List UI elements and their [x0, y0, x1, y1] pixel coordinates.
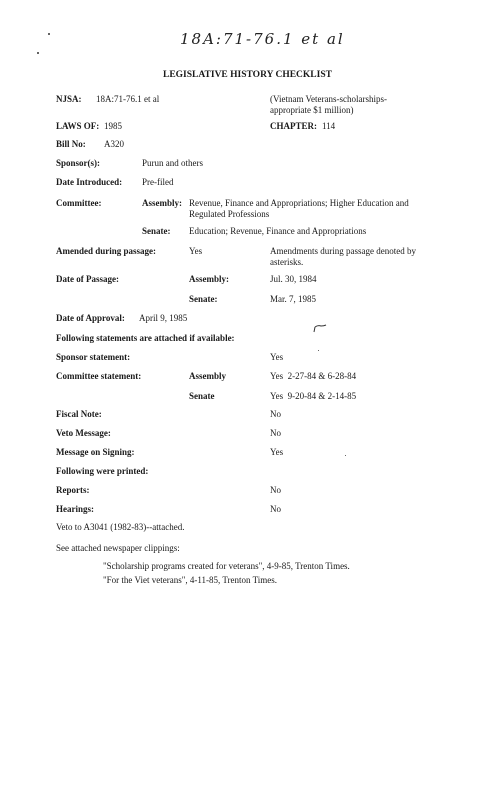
scan-speck [48, 33, 50, 35]
hearings-value: No [270, 504, 281, 514]
passage-senate-label: Senate: [189, 294, 218, 304]
following-printed-heading: Following were printed: [56, 466, 149, 476]
clipping-item: "For the Viet veterans", 4-11-85, Trenton Times. [103, 575, 278, 585]
scan-speck [345, 455, 346, 456]
reports-value: No [270, 485, 281, 495]
scan-speck [318, 350, 319, 351]
hearings-label: Hearings: [56, 504, 94, 514]
sponsors-value: Purun and others [142, 158, 203, 168]
chapter-value: 114 [322, 121, 336, 131]
handwritten-citation: 18A:71-76.1 et al [180, 30, 345, 48]
following-attached-heading: Following statements are attached if available: [56, 333, 235, 343]
amended-note: Amendments during passage denoted by asterisks. [270, 246, 416, 267]
clipping-item: "Scholarship programs created for veterans", 4-9-85, Trenton Times. [103, 561, 350, 571]
date-of-approval-label: Date of Approval: [56, 313, 125, 323]
laws-of-value: 1985 [104, 121, 122, 131]
date-of-approval-value: April 9, 1985 [139, 313, 188, 323]
reports-label: Reports: [56, 485, 90, 495]
fiscal-note-label: Fiscal Note: [56, 409, 102, 419]
page-title: LEGISLATIVE HISTORY CHECKLIST [163, 70, 332, 80]
committee-assembly-label: Assembly: [142, 198, 182, 208]
sponsor-statement-label: Sponsor statement: [56, 352, 131, 362]
message-on-signing-label: Message on Signing: [56, 447, 135, 457]
laws-of-label: LAWS OF: [56, 121, 100, 131]
committee-statement-senate-label: Senate [189, 391, 215, 401]
amended-value: Yes [189, 246, 203, 256]
committee-senate-label: Senate: [142, 226, 171, 236]
veto-message-label: Veto Message: [56, 428, 111, 438]
committee-statement-senate-value: Yes 9-20-84 & 2-14-85 [270, 391, 357, 401]
date-introduced-value: Pre-filed [142, 177, 174, 187]
bill-no-label: Bill No: [56, 139, 86, 149]
committee-statement-label: Committee statement: [56, 371, 142, 381]
clippings-intro: See attached newspaper clippings: [56, 543, 180, 553]
committee-assembly-value: Revenue, Finance and Appropriations; Higher Education and Regulated Professions [189, 198, 409, 219]
message-on-signing-value: Yes [270, 447, 284, 457]
fiscal-note-value: No [270, 409, 281, 419]
date-introduced-label: Date Introduced: [56, 177, 123, 187]
njsa-description: (Vietnam Veterans-scholarships-appropriate $1 million) [270, 94, 388, 115]
committee-statement-assembly-label: Assembly [189, 371, 227, 381]
committee-label: Committee: [56, 198, 102, 208]
passage-assembly-label: Assembly: [189, 274, 229, 284]
njsa-value: 18A:71-76.1 et al [96, 94, 160, 104]
sponsors-label: Sponsor(s): [56, 158, 101, 168]
veto-message-value: No [270, 428, 281, 438]
passage-senate-value: Mar. 7, 1985 [270, 294, 316, 304]
bill-no-value: A320 [104, 139, 124, 149]
njsa-label: NJSA: [56, 94, 82, 104]
chapter-label: CHAPTER: [270, 121, 317, 131]
committee-statement-assembly-value: Yes 2-27-84 & 6-28-84 [270, 371, 357, 381]
veto-note: Veto to A3041 (1982-83)--attached. [56, 522, 185, 532]
passage-assembly-value: Jul. 30, 1984 [270, 274, 317, 284]
pen-mark-icon [312, 324, 328, 334]
sponsor-statement-value: Yes [270, 352, 284, 362]
committee-senate-value: Education; Revenue, Finance and Appropriations [189, 226, 367, 236]
scan-speck [37, 52, 39, 54]
amended-label: Amended during passage: [56, 246, 157, 256]
date-of-passage-label: Date of Passage: [56, 274, 119, 284]
